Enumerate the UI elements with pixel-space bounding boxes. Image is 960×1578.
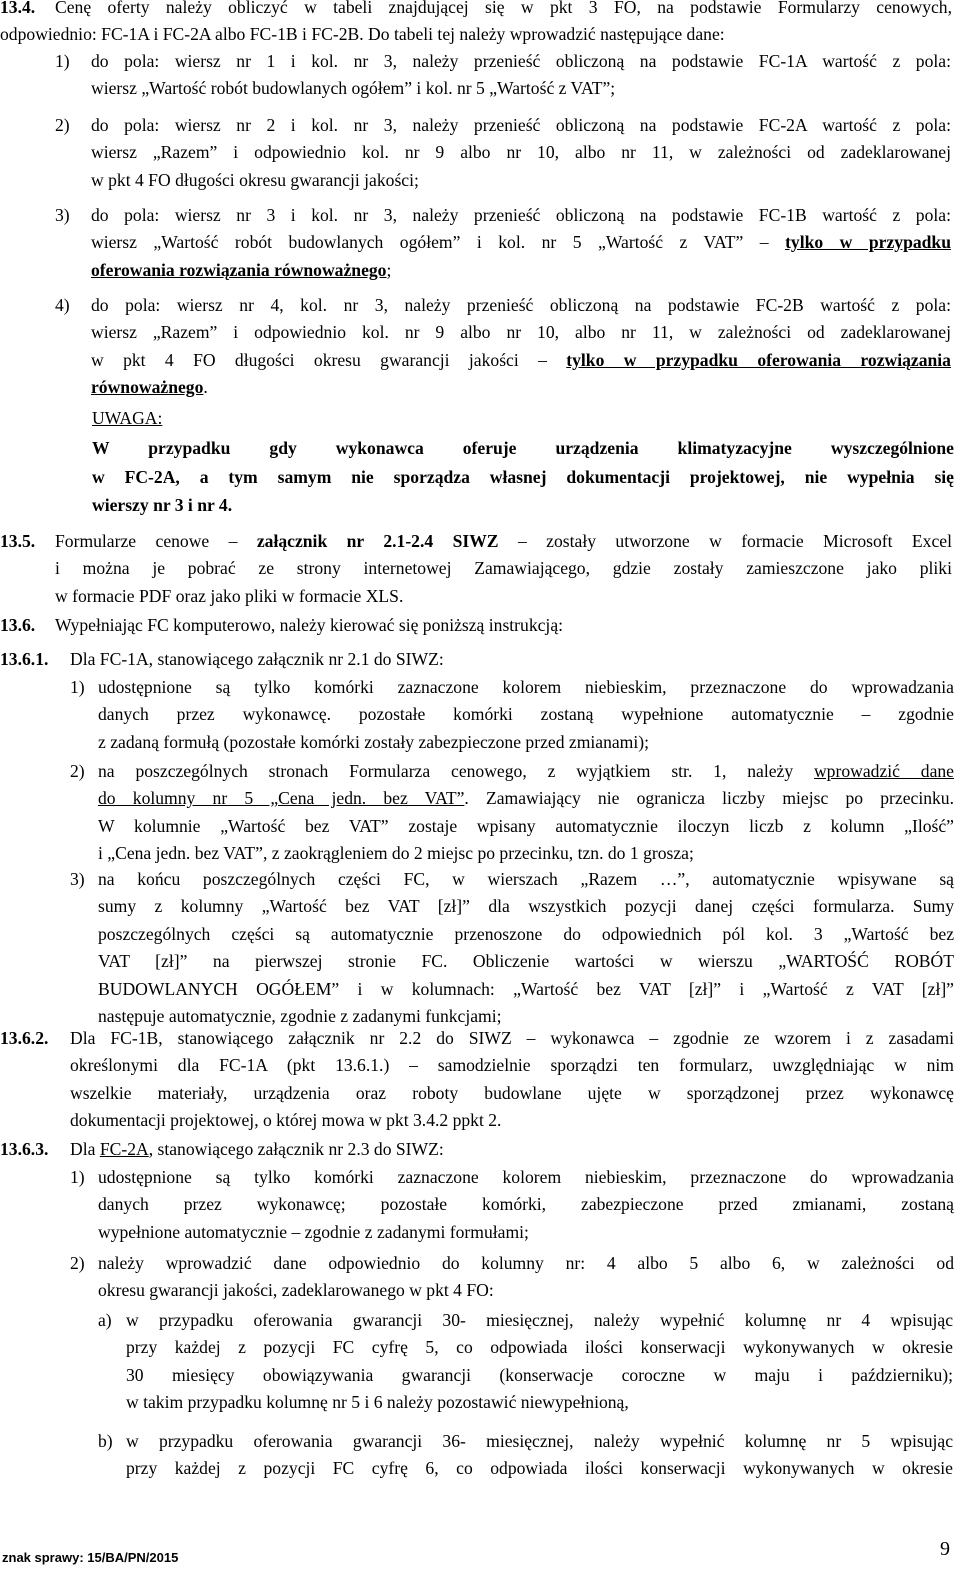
text-line: i „Cena jedn. bez VAT”, z zaokrągleniem do 2 miejsc po przecinku, tzn. do 1 grosza; [98, 843, 694, 864]
text-line: do pola: wiersz nr 1 i kol. nr 3, należy przenieść obliczoną na podstawie FC-1A wartość z pola: [91, 51, 951, 71]
text-line: Dla FC-1A, stanowiącego załącznik nr 2.1 do SIWZ: [70, 649, 444, 669]
list-marker: a) [98, 1310, 112, 1330]
text-line: w formacie PDF oraz jako pliki w formacie XLS. [55, 585, 404, 606]
text-line: przy każdej z pozycji FC cyfrę 5, co odpowiada ilości konserwacji wykonywanych w okresie [126, 1337, 953, 1358]
list-marker: 2) [55, 115, 70, 135]
text-line [98, 758, 954, 785]
text-run: . [203, 377, 208, 398]
text-line: do pola: wiersz nr 4, kol. nr 3, należy przenieść obliczoną na podstawie FC-2B wartość z pola: [91, 295, 951, 315]
list-marker: 2) [70, 761, 85, 781]
text-line: wiersz „Razem” i odpowiednio kol. nr 9 albo nr 10, albo nr 11, w zależności od zadeklarowanej [91, 142, 951, 163]
text-line: w FC-2A, a tym samym nie sporządza własnej dokumentacji projektowej, nie wypełnia się [92, 466, 954, 487]
text-line [70, 1136, 950, 1163]
list-marker: 3) [55, 205, 70, 225]
text-line: na końcu poszczególnych części FC, w wierszach „Razem …”, automatycznie wpisywane są [98, 869, 954, 889]
list-marker: 1) [55, 51, 70, 71]
text-line: Dla FC-1B, stanowiącego załącznik nr 2.2 do SIWZ – wykonawca – zgodnie ze wzorem i z zasadami [70, 1028, 954, 1048]
warning-title: UWAGA: [92, 408, 163, 428]
text-line: wypełnione automatycznie – zgodnie z zadanymi formułami; [98, 1221, 529, 1242]
text-line: z zadaną formułą (pozostałe komórki zostały zabezpieczone przed zmianami); [98, 731, 650, 752]
text-line: 30 miesięcy obowiązywania gwarancji (konserwacje coroczne w maju i październiku); [126, 1364, 953, 1385]
section-number: 13.4. [0, 0, 36, 17]
text-line: i można je pobrać ze strony internetowej Zamawiającego, gdzie zostały zamieszczone jako pliki [55, 558, 952, 579]
text-line: Cenę oferty należy obliczyć w tabeli znajdującej się w pkt 3 FO, na podstawie Formularzy cenowych, [55, 0, 952, 17]
text-run: . Zamawiający nie ogranicza liczby miejsc po przecinku. [464, 788, 954, 809]
underlined-text: wprowadzić dane [813, 761, 954, 781]
section-number: 13.6.3. [0, 1139, 49, 1159]
text-line: do pola: wiersz nr 3 i kol. nr 3, należy przenieść obliczoną na podstawie FC-1B wartość z pola: [91, 205, 951, 225]
text-line: wiersz „Razem” i odpowiednio kol. nr 9 albo nr 10, albo nr 11, w zależności od zadeklarowanej [91, 322, 951, 343]
emphasis-text: załącznik nr 2.1-2.4 SIWZ [256, 531, 499, 551]
text-line [91, 229, 951, 256]
text-line [91, 374, 951, 401]
text-line: udostępnione są tylko komórki zaznaczone kolorem niebieskim, przeznaczone do wprowadzania [98, 677, 954, 697]
page-number: 9 [940, 1538, 950, 1560]
section-13-4 [0, 0, 955, 49]
list-marker: 3) [70, 869, 85, 889]
text-line: okresu gwarancji jakości, zadeklarowanego w pkt 4 FO: [98, 1280, 494, 1301]
emphasis-text: tylko w przypadku oferowania rozwiązania [566, 349, 951, 370]
text-run: , stanowiącego załącznik nr 2.3 do SIWZ: [148, 1139, 444, 1159]
text-line: w przypadku oferowania gwarancji 36- miesięcznej, należy wypełnić kolumnę nr 5 wpisując [126, 1431, 953, 1451]
text-line: BUDOWLANYCH OGÓŁEM” i w kolumnach: „Wartość bez VAT [zł]” i „Wartość z VAT [zł]” [98, 978, 954, 999]
text-line: wierszy nr 3 i nr 4. [92, 495, 233, 516]
emphasis-text: oferowania rozwiązania równoważnego [91, 259, 387, 280]
text-line: poszczególnych części są automatycznie przenoszone do odpowiednich pól kol. 3 „Wartość bez [98, 923, 954, 944]
text-run: Formularze cenowe – [55, 531, 257, 551]
text-line: następuje automatycznie, zgodnie z zadanymi funkcjami; [98, 1006, 502, 1027]
text-line: należy wprowadzić dane odpowiednio do kolumny nr: 4 albo 5 albo 6, w zależności od [98, 1253, 954, 1273]
list-marker: 4) [55, 295, 70, 315]
section-number: 13.6.2. [0, 1028, 49, 1048]
emphasis-text: równoważnego [91, 377, 204, 398]
text-line: udostępnione są tylko komórki zaznaczone kolorem niebieskim, przeznaczone do wprowadzania [98, 1167, 954, 1187]
list-marker: 1) [70, 677, 85, 697]
text-line [55, 528, 952, 555]
underlined-text: FC-2A [99, 1139, 149, 1159]
text-line: dokumentacji projektowej, o której mowa w pkt 3.4.2 ppkt 2. [70, 1110, 502, 1131]
warning-text [92, 434, 954, 520]
text-line: sumy z kolumny „Wartość bez VAT [zł]” dla wszystkich pozycji danej części formularza. Sumy [98, 896, 954, 917]
text-line: do pola: wiersz nr 2 i kol. nr 3, należy przenieść obliczoną na podstawie FC-2A wartość z pola: [91, 115, 951, 135]
text-line: w takim przypadku kolumnę nr 5 i 6 należy pozostawić niewypełnioną, [126, 1392, 629, 1413]
text-line: wszelkie materiały, urządzenia oraz roboty budowlane ujęte w sporządzonej przez wykonawcę [70, 1082, 954, 1103]
text-line [91, 347, 951, 374]
text-line: przy każdej z pozycji FC cyfrę 6, co odpowiada ilości konserwacji wykonywanych w okresie [126, 1458, 953, 1479]
text-line: wiersz „Wartość robót budowlanych ogółem” i kol. nr 5 „Wartość z VAT”; [91, 78, 616, 99]
list-marker: 1) [70, 1167, 85, 1187]
text-line: Wypełniając FC komputerowo, należy kierować się poniższą instrukcją: [55, 615, 564, 635]
text-line: W kolumnie „Wartość bez VAT” zostaje wpisany automatycznie iloczyn liczb z kolumn „Ilość” [98, 815, 954, 836]
text-line: w pkt 4 FO długości okresu gwarancji jakości; [91, 169, 419, 190]
text-run: wiersz „Wartość robót budowlanych ogółem” i kol. nr 5 „Wartość z VAT” – [91, 232, 786, 253]
text-line: odpowiednio: FC-1A i FC-2A albo FC-1B i FC-2B. Do tabeli tej należy wprowadzić następujące dane: [0, 24, 725, 45]
text-line: VAT [zł]” na pierwszej stronie FC. Obliczenie wartości w wierszu „WARTOŚĆ ROBÓT [98, 951, 954, 972]
text-run: ; [386, 259, 392, 280]
emphasis-text: tylko w przypadku [785, 232, 952, 253]
case-reference: znak sprawy: 15/BA/PN/2015 [2, 1550, 179, 1565]
list-marker: 2) [70, 1253, 85, 1273]
list-marker: b) [98, 1431, 113, 1451]
text-run: – zostały utworzone w formacie Microsoft Excel [498, 531, 952, 551]
underlined-text: do kolumny nr 5 „Cena jedn. bez VAT” [98, 788, 465, 809]
section-number: 13.6.1. [0, 649, 49, 669]
section-number: 13.6. [0, 615, 36, 635]
section-number: 13.5. [0, 531, 36, 551]
text-run: na poszczególnych stronach Formularza cenowego, z wyjątkiem str. 1, należy [98, 761, 814, 781]
text-run: Dla [70, 1139, 100, 1159]
text-run: w pkt 4 FO długości okresu gwarancji jakości – [91, 349, 567, 370]
text-line: określonymi dla FC-1A (pkt 13.6.1.) – samodzielnie sporządzi ten formularz, uwzględniając w nim [70, 1055, 954, 1076]
text-line: w przypadku oferowania gwarancji 30- miesięcznej, należy wypełnić kolumnę nr 4 wpisując [126, 1310, 953, 1330]
text-line: danych przez wykonawcę; pozostałe komórki, zabezpieczone przed zmianami, zostaną [98, 1194, 954, 1215]
text-line: W przypadku gdy wykonawca oferuje urządzenia klimatyzacyjne wyszczególnione [92, 438, 954, 458]
text-line: danych przez wykonawcę. pozostałe komórki zostaną wypełnione automatycznie – zgodnie [98, 704, 954, 725]
text-line [91, 257, 951, 284]
text-line [98, 785, 954, 812]
